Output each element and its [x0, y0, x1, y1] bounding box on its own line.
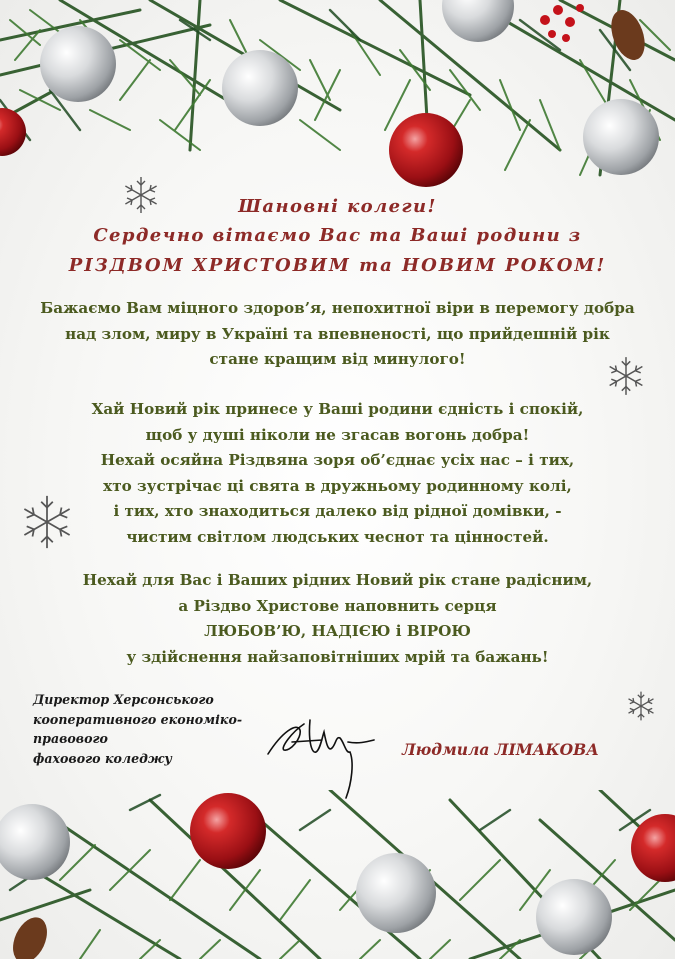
title-line: Директор Херсонського: [33, 692, 214, 707]
bauble-icon: [442, 0, 514, 42]
text-line: стане кращим від минулого!: [209, 350, 466, 368]
text-line: Хай Новий рік принесе у Ваші родини єдність і спокій,: [91, 400, 584, 418]
snowflake-icon: [625, 690, 657, 722]
bauble-icon: [190, 793, 266, 869]
handwritten-signature: [262, 702, 402, 812]
greeting-holidays: РІЗДВОМ ХРИСТОВИМ та НОВИМ РОКОМ!: [68, 255, 607, 276]
bauble-icon: [40, 26, 116, 102]
text-line: у здійснення найзаповітніших мрій та бажань!: [126, 647, 549, 666]
title-line: кооперативного економіко-: [33, 711, 243, 727]
text-line: ЛЮБОВ’Ю, НАДІЄЮ і ВІРОЮ: [204, 622, 471, 640]
bauble-icon: [583, 99, 659, 175]
bauble-icon: [356, 853, 436, 933]
bauble-icon: [0, 804, 70, 880]
berries-icon: [540, 4, 584, 42]
top-fir-garland: [0, 0, 675, 190]
text-line: Нехай осяйна Різдвяна зоря об’єднає усіх нас – і тих,: [100, 451, 575, 469]
signatory-name: Людмила ЛІМАКОВА: [402, 740, 599, 759]
text-line: щоб у душі ніколи не згасав вогонь добра!: [145, 425, 530, 444]
bauble-icon: [389, 113, 463, 187]
bottom-fir-garland: [0, 790, 675, 959]
wish-paragraph-1: [30, 296, 645, 373]
bauble-icon: [0, 108, 26, 156]
text-line: Бажаємо Вам міцного здоров’я, непохитної віри в перемогу добра: [40, 299, 635, 317]
bauble-icon: [222, 50, 298, 126]
title-line: правового: [33, 731, 108, 746]
pinecone-icon: [605, 5, 651, 64]
text-line: хто зустрічає ці свята в дружньому родинному колі,: [103, 476, 572, 495]
greeting-congratulation: Сердечно вітаємо Вас та Ваші родини з: [93, 225, 582, 246]
text-line: а Різдво Христове наповнить серця: [178, 596, 497, 615]
bauble-icon: [536, 879, 612, 955]
text-line: і тих, хто знаходиться далеко від рідної домівки, -: [113, 502, 562, 520]
title-line: фахового коледжу: [33, 750, 172, 766]
signatory-title: [33, 690, 242, 768]
text-line: чистим світлом людських чеснот та цінностей.: [126, 527, 549, 546]
wish-paragraph-3: [30, 568, 645, 670]
wish-paragraph-2: [30, 397, 645, 550]
text-line: над злом, миру в Україні та впевненості, що прийдешній рік: [65, 324, 610, 343]
text-line: Нехай для Вас і Ваших рідних Новий рік стане радісним,: [82, 571, 593, 589]
pinecone-icon: [6, 912, 53, 959]
greeting-salutation: Шановні колеги!: [238, 196, 437, 217]
